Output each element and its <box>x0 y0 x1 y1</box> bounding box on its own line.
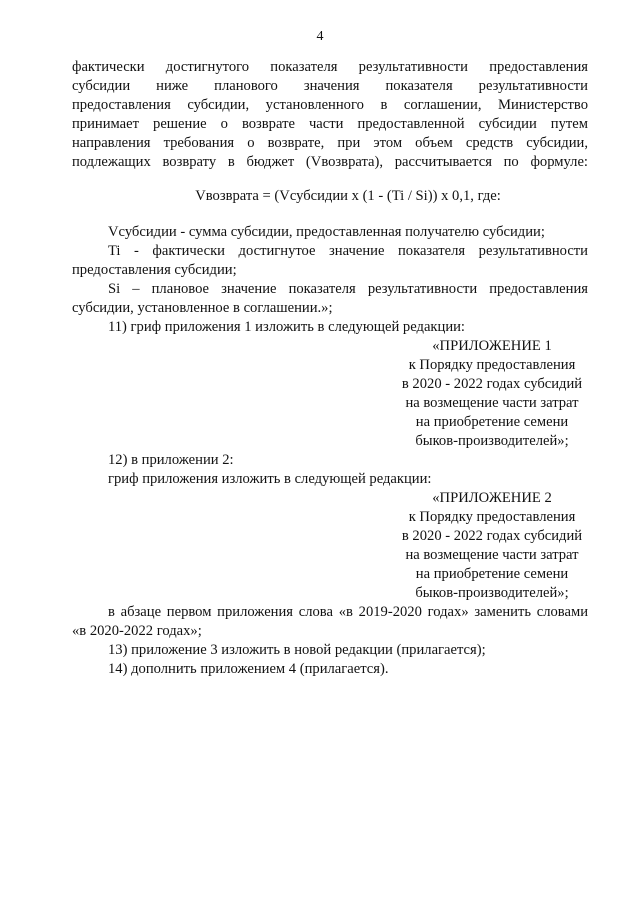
appendix-1-header <box>396 337 588 451</box>
item-13: 13) приложение 3 изложить в новой редакции (прилагается); <box>108 642 486 658</box>
text-line: «в 2020-2022 годах»; <box>72 623 202 639</box>
griff-line: в 2020 - 2022 годах субсидий <box>401 376 583 392</box>
paragraph-return-rule <box>72 58 588 172</box>
griff-line: к Порядку предоставления <box>408 509 576 525</box>
griff-line: быков-производителей»; <box>415 433 569 449</box>
griff-line: на приобретение семени <box>415 566 569 582</box>
griff-line: «ПРИЛОЖЕНИЕ 2 <box>432 490 552 506</box>
text-line: в абзаце первом приложения слова «в 2019-2020 годах» заменить словами <box>108 604 588 620</box>
text-line: подлежащих возврату в бюджет (Vвозврата), рассчитывается по формуле: <box>72 154 588 170</box>
text-line: субсидии, установленное в соглашении.»; <box>72 300 333 316</box>
griff-line: на возмещение части затрат <box>405 547 579 563</box>
text-line: субсидии ниже планового значения показателя результативности <box>72 78 588 94</box>
griff-line: «ПРИЛОЖЕНИЕ 1 <box>432 338 552 354</box>
text-line: предоставления субсидии; <box>72 262 237 278</box>
text-line: Ti - фактически достигнутое значение показателя результативности <box>108 243 588 259</box>
griff-line: быков-производителей»; <box>415 585 569 601</box>
text-line: фактически достигнутого показателя результативности предоставления <box>72 59 588 75</box>
griff-line: на приобретение семени <box>415 414 569 430</box>
item-14: 14) дополнить приложением 4 (прилагается). <box>108 661 389 677</box>
griff-line: к Порядку предоставления <box>408 357 576 373</box>
text-line: предоставления субсидии, установленного в соглашении, Министерство <box>72 97 588 113</box>
definition-si <box>72 280 588 318</box>
document-body <box>72 58 588 679</box>
text-line: направления требования о возврате, при этом объем средств субсидии, <box>72 135 588 151</box>
appendix-2-header <box>396 489 588 603</box>
text-line: принимает решение о возврате части предоставленной субсидии путем <box>72 116 588 132</box>
definition-v-subsidy: Vсубсидии - сумма субсидии, предоставленная получателю субсидии; <box>108 224 545 240</box>
formula: Vвозврата = (Vсубсидии х (1 - (Ti / Si)) х 0,1, где: <box>195 188 501 204</box>
griff-line: в 2020 - 2022 годах субсидий <box>401 528 583 544</box>
item-12-instruction: гриф приложения изложить в следующей редакции: <box>108 471 432 487</box>
griff-line: на возмещение части затрат <box>405 395 579 411</box>
item-11: 11) гриф приложения 1 изложить в следующей редакции: <box>108 319 465 335</box>
paragraph-replace-years <box>72 603 588 641</box>
text-line: Si – плановое значение показателя результативности предоставления <box>108 281 588 297</box>
item-12: 12) в приложении 2: <box>108 452 234 468</box>
page-number: 4 <box>316 29 324 44</box>
definition-ti <box>72 242 588 280</box>
